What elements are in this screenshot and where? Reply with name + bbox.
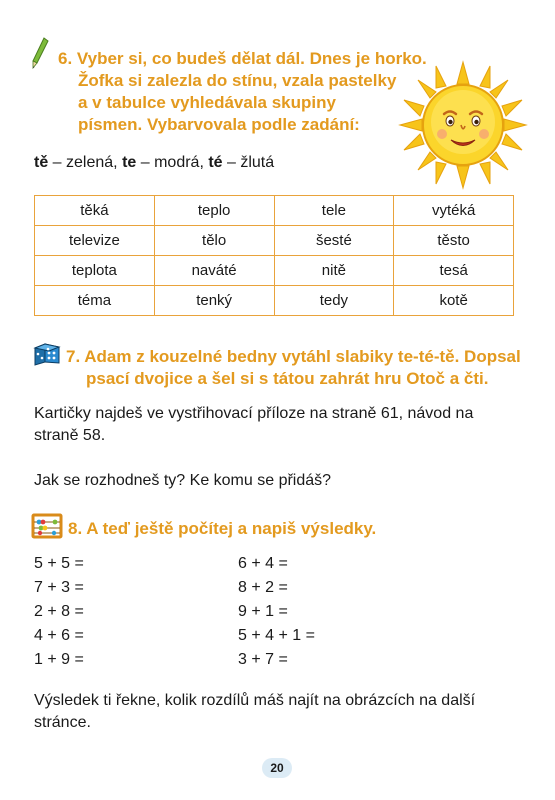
equation: 9 + 1 = (238, 603, 288, 620)
table-cell[interactable]: naváté (154, 256, 274, 286)
table-cell[interactable]: tedy (274, 286, 394, 316)
table-cell[interactable]: tenký (154, 286, 274, 316)
task6-heading-line: 6. Vyber si, co budeš dělat dál. Dnes je horko. (58, 49, 427, 68)
table-cell[interactable]: nitě (274, 256, 394, 286)
equation: 3 + 7 = (238, 651, 288, 668)
pencil-icon (30, 36, 50, 70)
task6-heading-line: a v tabulce vyhledávala skupiny (78, 93, 336, 112)
task7-heading (66, 346, 521, 390)
legend-syllable: tě (34, 154, 49, 171)
table-cell[interactable]: tesá (394, 256, 514, 286)
equation: 2 + 8 = (34, 603, 84, 620)
task6-heading-line: písmen. Vybarvovala podle zadání: (78, 115, 360, 134)
task7-question (34, 470, 331, 492)
task7-heading-line: psací dvojice a šel si s tátou zahrát hru Otoč a čti. (86, 369, 489, 388)
sun-icon (398, 60, 528, 190)
equation: 6 + 4 = (238, 555, 288, 572)
table-cell[interactable]: těsto (394, 226, 514, 256)
abacus-icon (31, 512, 63, 540)
table-cell[interactable]: šesté (274, 226, 394, 256)
table-cell[interactable]: teplota (35, 256, 155, 286)
legend-syllable: té (208, 154, 223, 171)
question-text: Jak se rozhodneš ty? Ke komu se přidáš? (34, 472, 332, 489)
result-line: Výsledek ti řekne, kolik rozdílů máš najít na obrázcích na další (34, 692, 476, 709)
task8-result-text (34, 690, 475, 734)
equation: 4 + 6 = (34, 627, 84, 644)
table-row (35, 196, 514, 226)
equation: 8 + 2 = (238, 579, 288, 596)
task6-heading-line: Žofka si zalezla do stínu, vzala pastelky (78, 71, 397, 90)
table-cell[interactable]: téma (35, 286, 155, 316)
legend-color: – modrá, (136, 154, 209, 171)
instruction-line: Kartičky najdeš ve vystřihovací příloze na straně 61, návod na (34, 405, 474, 422)
table-row (35, 256, 514, 286)
equation: 7 + 3 = (34, 579, 84, 596)
legend-syllable: te (122, 154, 137, 171)
table-cell[interactable]: těká (35, 196, 155, 226)
task7-heading-line: 7. Adam z kouzelné bedny vytáhl slabiky te-té-tě. Dopsal (66, 347, 521, 366)
result-line: stránce. (34, 714, 91, 731)
table-cell[interactable]: televize (35, 226, 155, 256)
table-cell[interactable]: vytéká (394, 196, 514, 226)
equation: 5 + 4 + 1 = (238, 627, 315, 644)
task8-heading (68, 518, 376, 540)
page-number: 20 (262, 758, 292, 778)
dice-icon (33, 340, 61, 366)
equations-left (34, 552, 84, 672)
table-row (35, 286, 514, 316)
table-cell[interactable]: tělo (154, 226, 274, 256)
equations-right (238, 552, 315, 672)
table-cell[interactable]: teplo (154, 196, 274, 226)
equation: 1 + 9 = (34, 651, 84, 668)
instruction-line: straně 58. (34, 427, 106, 444)
task7-instructions (34, 403, 473, 447)
equation: 5 + 5 = (34, 555, 84, 572)
table-cell[interactable]: tele (274, 196, 394, 226)
task8-heading-text: 8. A teď ještě počítej a napiš výsledky. (68, 519, 377, 538)
task6-legend (34, 152, 274, 174)
legend-color: – zelená, (48, 154, 123, 171)
legend-color: – žlutá (222, 154, 275, 171)
table-row (35, 226, 514, 256)
syllable-table (34, 195, 514, 316)
task6-heading (58, 48, 427, 136)
table-cell[interactable]: kotě (394, 286, 514, 316)
